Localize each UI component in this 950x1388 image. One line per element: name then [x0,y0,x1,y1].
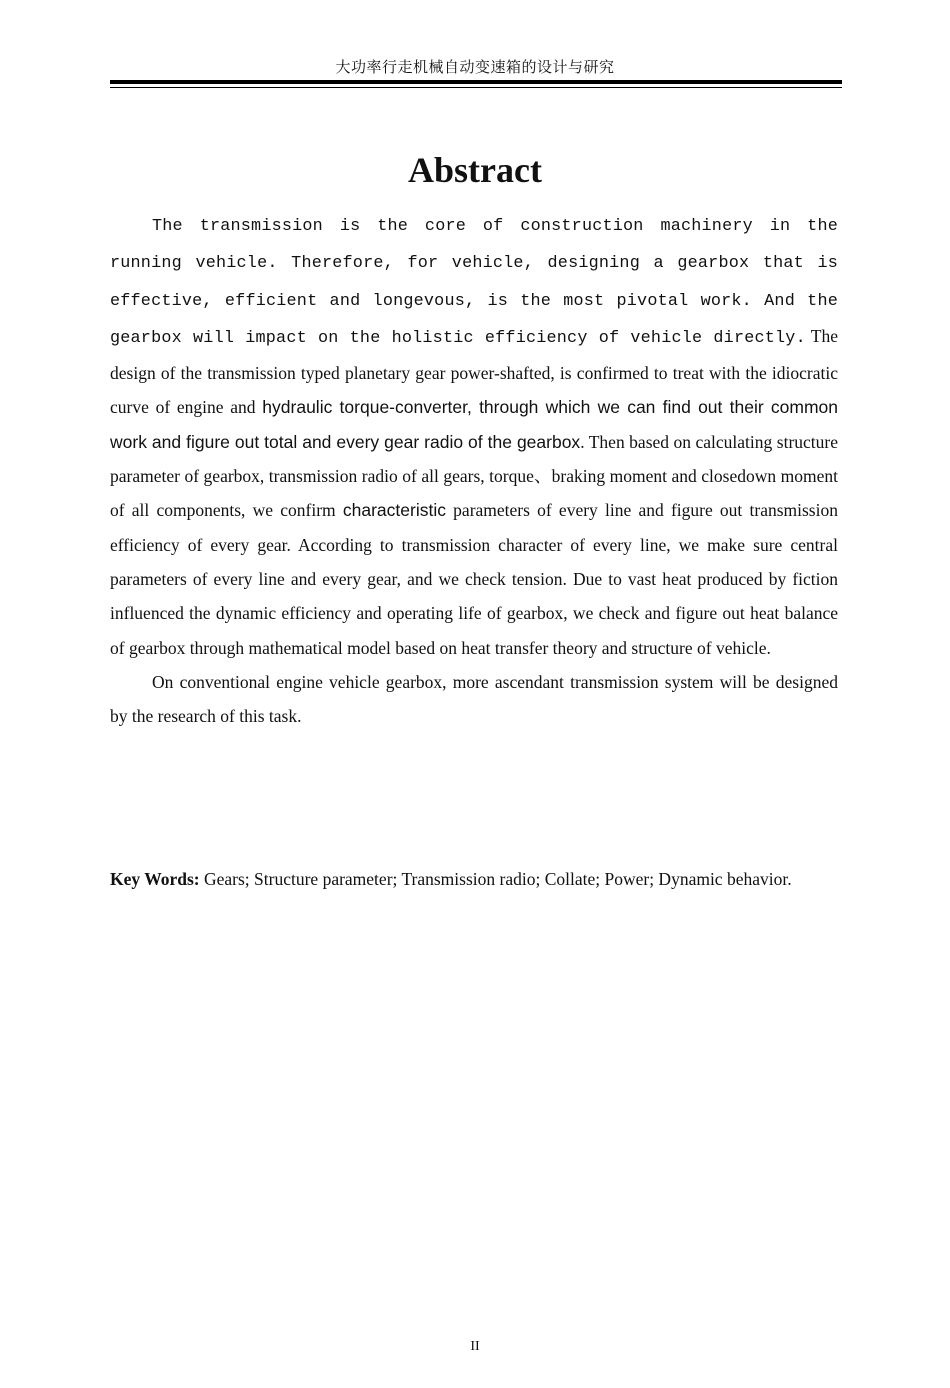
abstract-segment-sans: hydraulic torque-converter, through which we can find out their common work and figure out total and every gear radio of the gearbox [110,397,838,452]
keywords-text: Gears; Structure parameter; Transmission radio; Collate; Power; Dynamic behavior. [199,869,792,889]
running-header: 大功率行走机械自动变速箱的设计与研究 [335,58,615,76]
page-number: II [470,1339,480,1354]
abstract-segment-serif: The design of the transmission typed planetary gear power-shafted, is confirmed to treat with the idiocratic curve of engine and [110,325,838,418]
abstract-segment-serif-2: . Then based on calculating structure parameter of gearbox, transmission radio of all gears, torque、braking moment and closedown moment of all components, we confirm [110,431,838,521]
abstract-paragraph-1 [110,207,838,665]
abstract-body [110,207,838,733]
keywords-block [110,862,838,896]
header-rule-thin [110,87,842,88]
abstract-paragraph-2: On conventional engine vehicle gearbox, more ascendant transmission system will be designed by the research of this task. [110,671,838,727]
keywords-label: Key Words: [110,869,200,889]
abstract-segment-mono: The transmission is the core of construction machinery in the running vehicle. Therefore, for vehicle, designing a gearbox that is effective, efficient and longevous, is the most pivotal work. And the gearbox will impact on the holistic efficiency of vehicle directly. [110,217,838,348]
abstract-segment-serif-3: parameters of every line and figure out transmission efficiency of every gear. According to transmission character of every line, we make sure central parameters of every line and every gear, and we check tension. Due to vast heat produced by fiction influenced the dynamic efficiency and operating life of gearbox, we check and figure out heat balance of gearbox through mathematical model based on heat transfer theory and structure of vehicle. [110,500,838,658]
header-rule-thick [110,80,842,84]
abstract-title: Abstract [408,150,542,190]
abstract-segment-sans-2: characteristic [342,500,446,521]
